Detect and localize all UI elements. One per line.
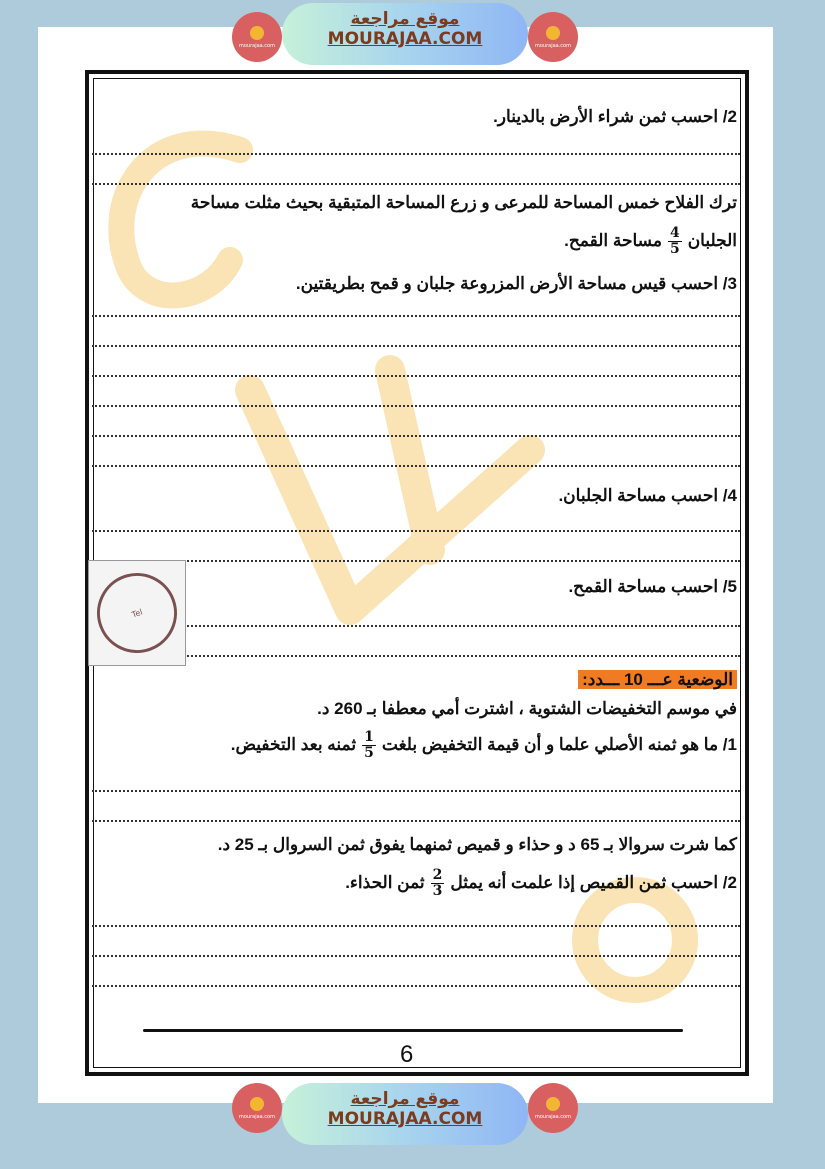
answer-line	[92, 530, 740, 532]
logo-icon	[546, 26, 560, 40]
answer-line	[92, 405, 740, 407]
answer-line	[92, 465, 740, 467]
answer-line	[92, 955, 740, 957]
banner-arabic: موقع مراجعة	[350, 9, 460, 29]
badge-text: mourajaa.com	[238, 42, 275, 49]
answer-line	[92, 435, 740, 437]
watermark-shape	[90, 120, 260, 320]
answer-line	[92, 925, 740, 927]
answer-line	[92, 375, 740, 377]
text: 2/ احسب ثمن القميص إذا علمت أنه يمثل	[450, 872, 737, 892]
answer-line	[92, 790, 740, 792]
site-logo-badge-left-bottom[interactable]	[232, 1083, 282, 1133]
situation-question-2	[345, 868, 737, 899]
site-banner-bottom[interactable]	[282, 1083, 528, 1145]
answer-line	[92, 560, 740, 562]
logo-icon	[546, 1097, 560, 1111]
answer-line	[92, 315, 740, 317]
banner-latin: MOURAJAA.COM	[327, 29, 483, 49]
situation-heading: الوضعية عـــ 10 ـــدد:	[578, 670, 737, 689]
problem-statement-cont	[564, 226, 737, 257]
answer-line	[92, 625, 740, 627]
footer-separator	[143, 1029, 683, 1032]
answer-line	[92, 153, 740, 155]
banner-arabic: موقع مراجعة	[350, 1089, 460, 1109]
site-logo-badge-right-bottom[interactable]	[528, 1083, 578, 1133]
problem-statement: ترك الفلاح خمس المساحة للمرعى و زرع المساحة المتبقية بحيث مثلت مساحة	[190, 193, 737, 212]
numerator: 4	[669, 225, 680, 241]
denominator: 5	[364, 745, 374, 761]
situation-question-1	[231, 730, 737, 761]
denominator: 5	[669, 241, 680, 257]
logo-icon	[250, 1097, 264, 1111]
text: ثمن الحذاء.	[345, 872, 425, 892]
text: مساحة القمح.	[564, 230, 662, 250]
answer-line	[92, 985, 740, 987]
answer-line	[92, 345, 740, 347]
fraction	[668, 226, 682, 257]
answer-line	[92, 820, 740, 822]
numerator: 2	[432, 867, 443, 883]
numerator: 1	[364, 729, 374, 745]
logo-icon	[250, 26, 264, 40]
question-5: 5/ احسب مساحة القمح.	[568, 577, 737, 596]
fraction	[431, 868, 445, 899]
question-2-land-price: 2/ احسب ثمن شراء الأرض بالدينار.	[493, 107, 737, 126]
text: ثمنه بعد التخفيض.	[230, 734, 357, 754]
banner-latin: MOURAJAA.COM	[327, 1109, 483, 1129]
question-4: 4/ احسب مساحة الجلبان.	[558, 486, 737, 505]
site-logo-badge-right[interactable]	[528, 12, 578, 62]
fraction	[362, 730, 376, 761]
situation-text: كما شرت سروالا بـ 65 د و حذاء و قميص ثمنهما يفوق ثمن السروال بـ 25 د.	[217, 835, 737, 854]
badge-text: mourajaa.com	[534, 42, 571, 49]
situation-intro: في موسم التخفيضات الشتوية ، اشترت أمي معطفا بـ 260 د.	[317, 699, 737, 718]
school-stamp	[88, 560, 186, 666]
denominator: 3	[432, 883, 443, 899]
text: 1/ ما هو ثمنه الأصلي علما و أن قيمة التخفيض بلغت	[381, 734, 737, 754]
question-3: 3/ احسب قيس مساحة الأرض المزروعة جلبان و قمح بطريقتين.	[295, 274, 737, 293]
answer-line	[92, 183, 740, 185]
site-logo-badge-left[interactable]	[232, 12, 282, 62]
badge-text: mourajaa.com	[534, 1113, 571, 1120]
site-banner-top[interactable]	[282, 3, 528, 65]
answer-line	[92, 655, 740, 657]
text: الجلبان	[687, 230, 737, 250]
stamp-text: Tel	[86, 562, 189, 665]
badge-text: mourajaa.com	[238, 1113, 275, 1120]
page-number: 6	[400, 1041, 414, 1068]
